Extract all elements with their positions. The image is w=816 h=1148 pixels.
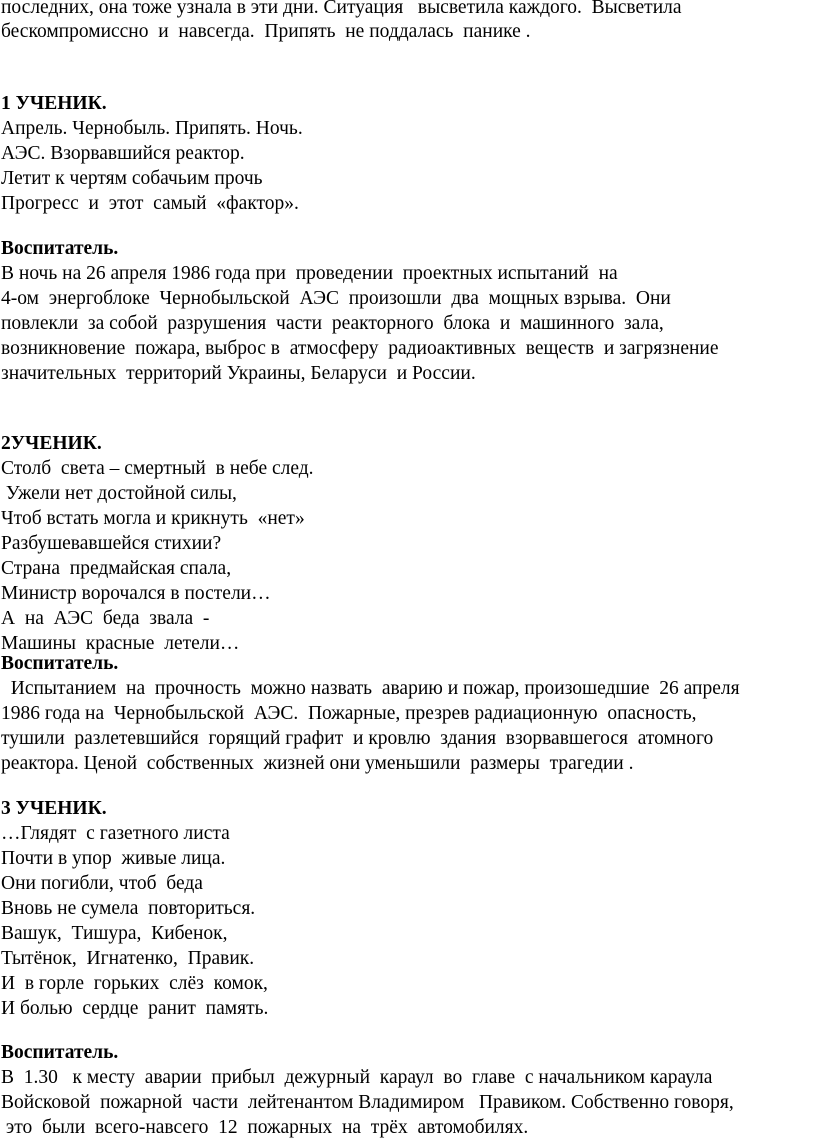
text-line: Испытанием на прочность можно назвать аварию и пожар, произошедшие 26 апреля <box>1 678 740 699</box>
text-line: повлекли за собой разрушения части реакторного блока и машинного зала, <box>1 313 664 334</box>
text-line: 1986 года на Чернобыльской АЭС. Пожарные, презрев радиационную опасность, <box>1 703 697 724</box>
text-line: Разбушевавшейся стихии? <box>1 533 222 554</box>
text-line: значительных территорий Украины, Беларуси и России. <box>1 363 476 384</box>
text-line: И болью сердце ранит память. <box>1 998 269 1019</box>
text-line: Чтоб встать могла и крикнуть «нет» <box>1 508 305 529</box>
text-line: Министр ворочался в постели… <box>1 583 271 604</box>
text-line: И в горле горьких слёз комок, <box>1 973 268 994</box>
text-line: …Глядят с газетного листа <box>1 823 230 844</box>
text-line: Почти в упор живые лица. <box>1 848 226 869</box>
text-line: 4-ом энергоблоке Чернобыльской АЭС произошли два мощных взрыва. Они <box>1 288 671 309</box>
text-line: А на АЭС беда звала - <box>1 608 210 629</box>
text-line: бескомпромиссно и навсегда. Припять не поддалась панике . <box>1 21 531 42</box>
text-line: Войсковой пожарной части лейтенантом Владимиром Правиком. Собственно говоря, <box>1 1092 734 1113</box>
text-line: реактора. Ценой собственных жизней они уменьшили размеры трагедии . <box>1 753 634 774</box>
section-heading: 2УЧЕНИК. <box>1 433 102 454</box>
section-heading: Воспитатель. <box>1 238 119 259</box>
section-heading: Воспитатель. <box>1 1042 119 1063</box>
section-heading: 3 УЧЕНИК. <box>1 798 107 819</box>
text-line: Столб света – смертный в небе след. <box>1 458 314 479</box>
section-heading: 1 УЧЕНИК. <box>1 93 107 114</box>
text-line: Летит к чертям собачьим прочь <box>1 168 263 189</box>
text-line: Тытёнок, Игнатенко, Правик. <box>1 948 255 969</box>
text-line: Прогресс и этот самый «фактор». <box>1 193 299 214</box>
text-line: Апрель. Чернобыль. Припять. Ночь. <box>1 118 303 139</box>
text-line: Ужели нет достойной силы, <box>1 483 237 504</box>
text-line: возникновение пожара, выброс в атмосферу радиоактивных веществ и загрязнение <box>1 338 719 359</box>
text-line: Машины красные летели… <box>1 633 240 654</box>
text-line: тушили разлетевшийся горящий графит и кровлю здания взорвавшегося атомного <box>1 728 714 749</box>
text-line: В 1.30 к месту аварии прибыл дежурный караул во главе с начальником караула <box>1 1067 713 1088</box>
text-line: Они погибли, чтоб беда <box>1 873 203 894</box>
text-line: Вашук, Тишура, Кибенок, <box>1 923 228 944</box>
text-line: В ночь на 26 апреля 1986 года при проведении проектных испытаний на <box>1 263 618 284</box>
text-line: это были всего-навсего 12 пожарных на трёх автомобилях. <box>1 1117 529 1138</box>
text-line: Страна предмайская спала, <box>1 558 232 579</box>
section-heading: Воспитатель. <box>1 653 119 674</box>
text-line: АЭС. Взорвавшийся реактор. <box>1 143 245 164</box>
text-line: Вновь не сумела повториться. <box>1 898 256 919</box>
text-line: последних, она тоже узнала в эти дни. Ситуация высветила каждого. Высветила <box>1 0 682 18</box>
